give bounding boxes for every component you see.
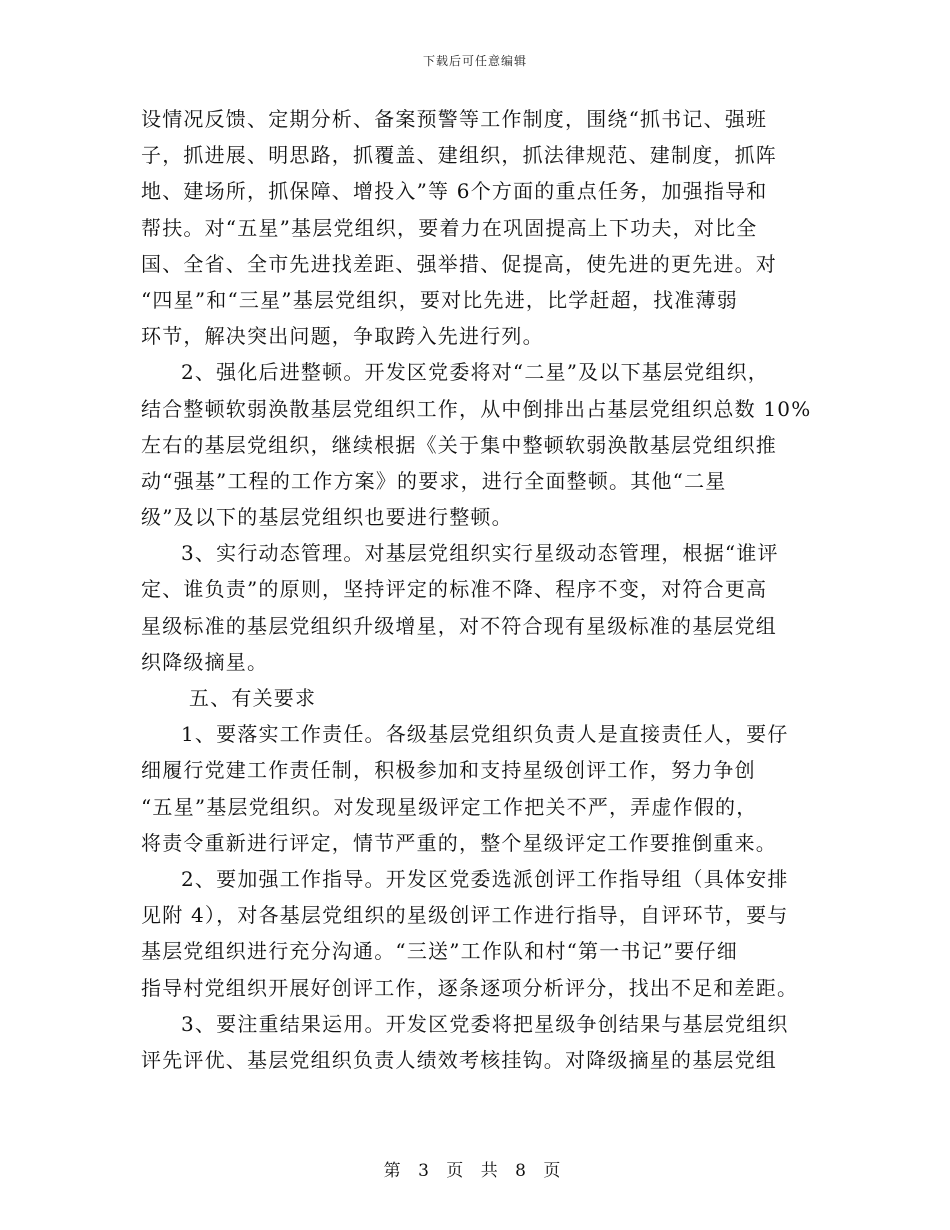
body-line: 地、建场所，抓保障、增投入”等 6个方面的重点任务，加强指导和 [141, 179, 768, 204]
paragraph-start-line: 2、要加强工作指导。开发区党委选派创评工作指导组（具体安排 [181, 866, 789, 891]
body-line: 基层党组织进行充分沟通。“三送”工作队和村“第一书记”要仔细 [141, 939, 738, 964]
body-line: 织降级摘星。 [141, 649, 269, 674]
body-line: 环节，解决突出问题，争取跨入先进行列。 [141, 324, 544, 349]
body-line: 星级标准的基层党组织升级增星，对不符合现有星级标准的基层党组 [141, 613, 777, 638]
body-line: 将责令重新进行评定，情节严重的，整个星级评定工作要推倒重来。 [141, 830, 777, 855]
body-line: 指导村党组织开展好创评工作，逐条逐项分析评分，找出不足和差距。 [141, 975, 799, 1000]
body-line: 动“强基”工程的工作方案》的要求，进行全面整顿。其他“二星 [141, 468, 727, 493]
paragraph-start-line: 2、强化后进整顿。开发区党委将对“二星”及以下基层党组织， [181, 360, 769, 385]
page-number: 第 3 页 共 8 页 [383, 1161, 567, 1181]
body-line: 帮扶。对“五星”基层党组织，要着力在巩固提高上下功夫，对比全 [141, 215, 758, 240]
body-line: 左右的基层党组织，继续根据《关于集中整顿软弱涣散基层党组织推 [141, 432, 777, 457]
paragraph-start-line: 3、实行动态管理。对基层党组织实行星级动态管理，根据“谁评 [181, 541, 779, 566]
body-line: 设情况反馈、定期分析、备案预警等工作制度，围绕“抓书记、强班 [141, 107, 768, 131]
section-heading: 五、有关要求 [189, 686, 317, 710]
document-body [141, 101, 811, 1078]
body-line: 国、全省、全市先进找差距、强举措、促提高，使先进的更先进。对 [141, 251, 777, 276]
body-line: 结合整顿软弱涣散基层党组织工作，从中倒排出占基层党组织总数 10% [141, 396, 812, 421]
body-line: 见附 4），对各基层党组织的星级创评工作进行指导，自评环节，要与 [141, 903, 789, 928]
body-line: 定、谁负责”的原则，坚持评定的标准不降、程序不变，对符合更高 [141, 577, 768, 602]
body-line: “四星”和“三星”基层党组织，要对比先进，比学赶超，找准薄弱 [141, 287, 738, 312]
body-line: “五星”基层党组织。对发现星级评定工作把关不严，弄虚作假的， [141, 794, 758, 819]
paragraph-start-line: 1、要落实工作责任。各级基层党组织负责人是直接责任人，要仔 [181, 722, 789, 747]
page-header-note: 下载后可任意编辑 [422, 54, 527, 68]
body-line: 级”及以下的基层党组织也要进行整顿。 [141, 505, 513, 530]
body-line: 子，抓进展、明思路，抓覆盖、建组织，抓法律规范、建制度，抓阵 [141, 143, 777, 168]
body-line: 细履行党建工作责任制，积极参加和支持星级创评工作，努力争创 [141, 758, 756, 783]
body-line: 评先评优、基层党组织负责人绩效考核挂钩。对降级摘星的基层党组 [141, 1047, 777, 1072]
paragraph-start-line: 3、要注重结果运用。开发区党委将把星级争创结果与基层党组织 [181, 1011, 789, 1036]
